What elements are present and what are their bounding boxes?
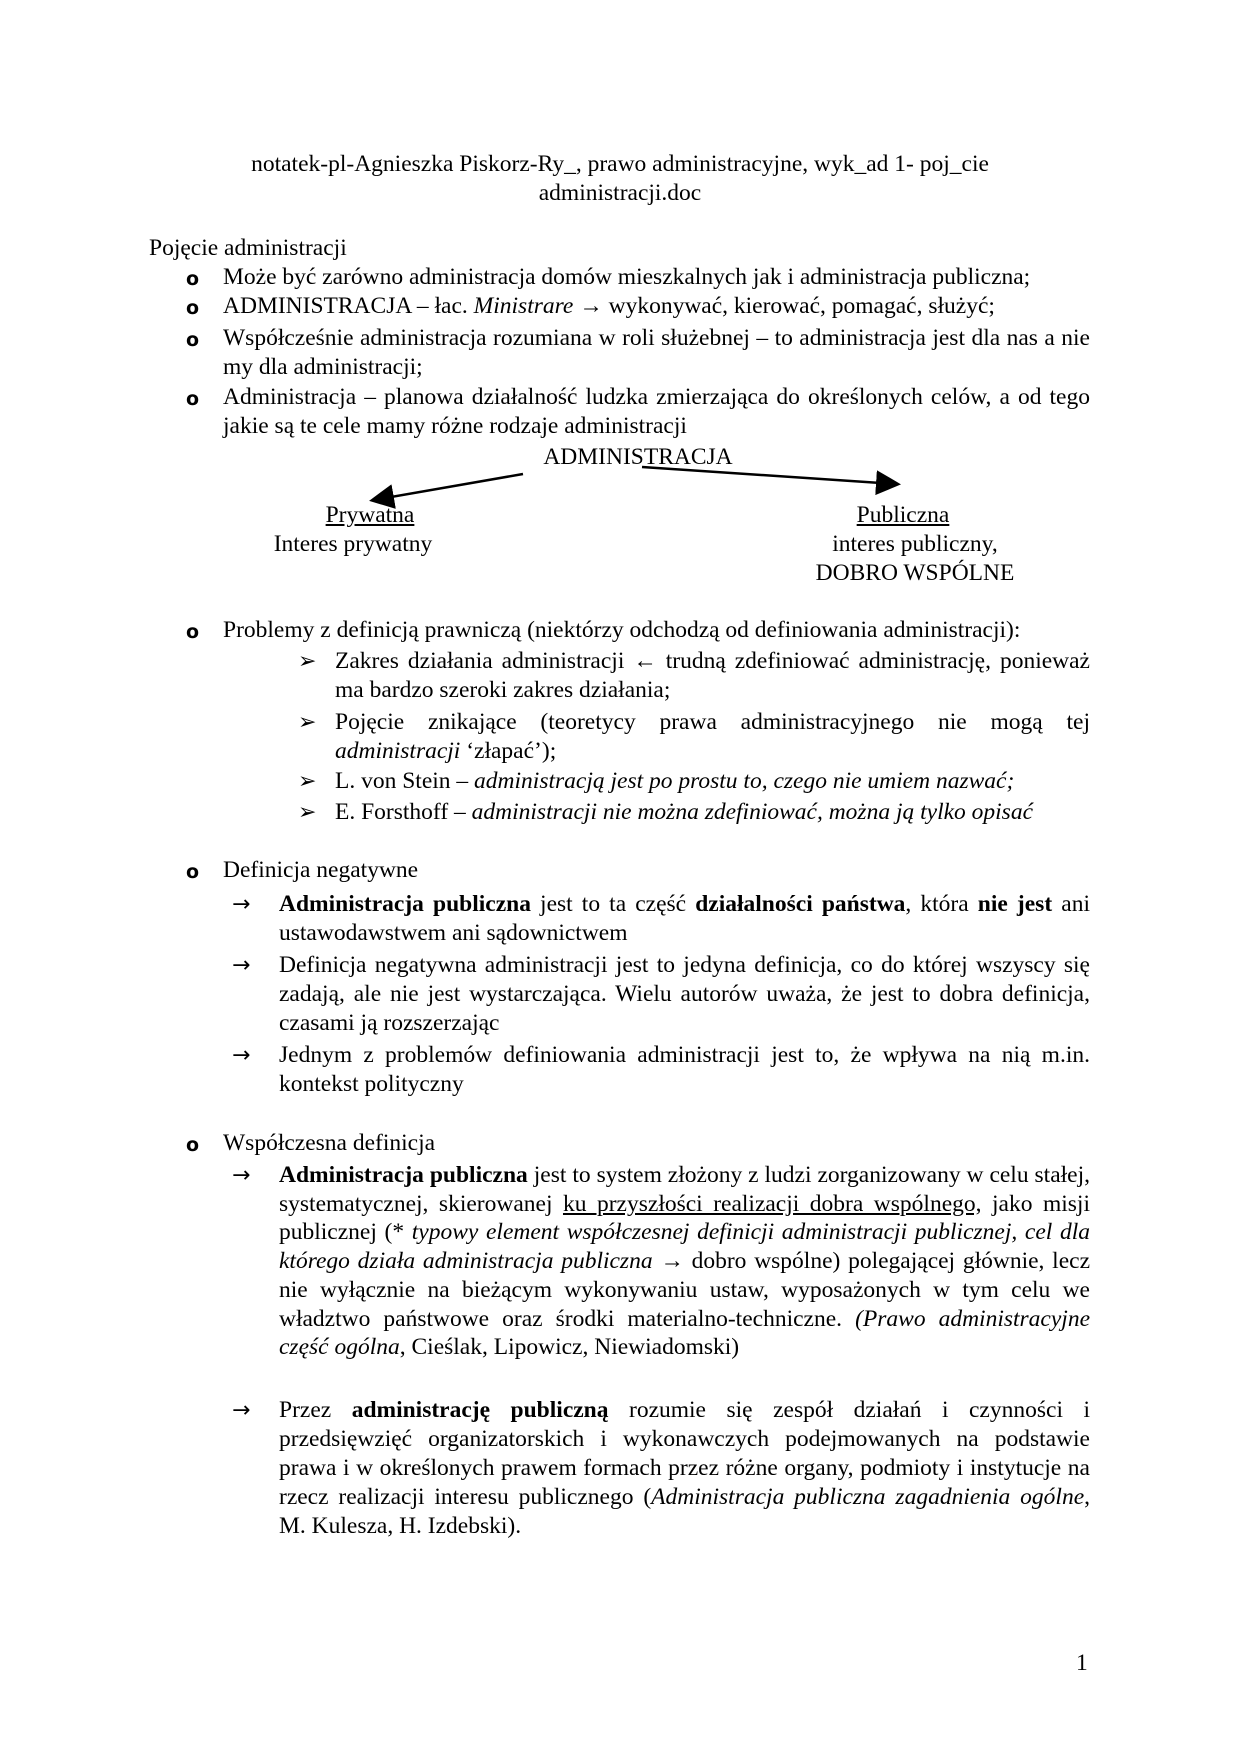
text: → wykonywać, kierować, pomagać, służyć;	[573, 293, 995, 319]
text: , M. Kulesza, H. Izdebski).	[279, 1484, 1090, 1539]
modern-label: Współczesna definicja	[223, 1130, 436, 1156]
arrow-bullet-icon: →	[232, 953, 251, 978]
italic-text: administracją jest po prostu to, czego nie umiem nazwać;	[474, 768, 1015, 794]
arrow-bullet-icon: →	[232, 1163, 251, 1188]
diagram-right-title: Publiczna	[856, 502, 950, 528]
circle-bullet-icon: o	[186, 329, 200, 351]
list-item	[279, 951, 1090, 1038]
text: E. Forsthoff –	[335, 799, 472, 825]
text: Współcześnie administracja rozumiana w roli służebnej – to administracja jest dla nas a nie my dla administracji;	[223, 325, 1090, 380]
bold-text: działalności państwa	[695, 891, 906, 917]
bold-text: Administracja publiczna	[279, 1162, 528, 1188]
bold-text: nie jest	[977, 891, 1053, 917]
negative-label: Definicja negatywne	[223, 857, 419, 883]
italic-text: Administracja publiczna zagadnienia ogólne	[651, 1484, 1085, 1510]
diagram-root: ADMINISTRACJA	[543, 444, 733, 470]
circle-bullet-icon: o	[186, 1134, 200, 1156]
list-item	[335, 647, 1090, 705]
list-item	[279, 890, 1090, 948]
arrow-bullet-icon: →	[232, 1043, 251, 1068]
text: , Cieślak, Lipowicz, Niewiadomski)	[399, 1334, 740, 1361]
text: Może być zarówno administracja domów mieszkalnych jak i administracja publiczna;	[223, 264, 1031, 290]
text: jest to ta część	[530, 891, 696, 917]
text: jest to system złożony z ludzi zorganizowany w celu stałej, systematycznej, skierowanej	[279, 1162, 1091, 1217]
text: Definicja negatywna administracji jest to jedyna definicja, co do której wszyscy się zadają, ale nie jest wystarczająca. Wielu autorów uważa, że jest to dobra definicja, czasami ją rozszerzając	[279, 952, 1090, 1036]
text: ani ustawodawstwem ani sądownictwem	[279, 891, 1090, 946]
section-heading: Pojęcie administracji	[149, 235, 347, 261]
bold-text: administrację publiczną	[351, 1397, 609, 1423]
diagram-right-desc-1: interes publiczny,	[832, 531, 998, 557]
list-item	[335, 767, 1090, 796]
text: Pojęcie znikające (teoretycy prawa administracyjnego nie mogą tej	[335, 709, 1090, 735]
title-line-1: notatek-pl-Agnieszka Piskorz-Ry_, prawo administracyjne, wyk_ad 1- poj_cie	[251, 151, 989, 177]
italic-text: administracji	[335, 738, 461, 764]
diagram-left-desc: Interes prywatny	[273, 531, 433, 557]
title-line-2: administracji.doc	[538, 180, 702, 206]
diagram-left	[220, 501, 520, 559]
text: rozumie się zespół działań i czynności i przedsięwzięć organizatorskich i wykonawczych podejmowanych na podstawie prawa i w określonych prawem formach przez różne organy, podmioty i instytucje na rzecz realizacji interesu publicznego (	[279, 1397, 1090, 1510]
arrow-left	[374, 474, 523, 500]
arrow-bullet-icon: →	[232, 1398, 251, 1423]
arrowhead-bullet-icon: ➢	[298, 649, 317, 674]
diagram-right-desc-2: DOBRO WSPÓLNE	[815, 560, 1015, 586]
bold-text: Administracja publiczna	[279, 891, 531, 917]
text: Przez	[279, 1397, 352, 1423]
arrowhead-bullet-icon: ➢	[298, 769, 317, 794]
arrow-bullet-icon: →	[232, 892, 251, 917]
text: , która	[905, 891, 978, 917]
circle-bullet-icon: o	[186, 297, 200, 319]
underlined-text: ku przyszłości realizacji dobra wspólnego,	[562, 1190, 982, 1217]
list-item	[335, 708, 1090, 766]
text: ‘złapać’);	[460, 738, 557, 764]
text: jako misji publicznej (*	[279, 1190, 1090, 1246]
text: → dobro wspólne) polegającej głównie, lecz nie wyłącznie na bieżącym wykonywaniu ustaw, wyposażonych w tym celu we władztwo państwowe oraz środki materialno-techniczne.	[279, 1248, 1091, 1332]
circle-bullet-icon: o	[186, 621, 200, 643]
arrowhead-bullet-icon: ➢	[298, 800, 317, 825]
problems-label: Problemy z definicją prawniczą (niektórzy odchodzą od definiowania administracji):	[223, 617, 1021, 643]
circle-bullet-icon: o	[186, 388, 200, 410]
list-item	[279, 1041, 1090, 1099]
list-item	[279, 1161, 1090, 1362]
list-item	[335, 798, 1090, 827]
text: ADMINISTRACJA – łac.	[223, 293, 474, 319]
italic-text: typowy element współczesnej definicji administracji publicznej, cel dla którego działa administracja publiczna	[279, 1219, 1090, 1275]
italic-text: Ministrare	[473, 293, 574, 319]
circle-bullet-icon: o	[186, 268, 200, 290]
circle-bullet-icon: o	[186, 861, 200, 883]
page-number: 1	[1076, 1650, 1088, 1676]
arrowhead-bullet-icon: ➢	[298, 710, 317, 735]
text: Zakres działania administracji ← trudną zdefiniować administrację, ponieważ ma bardzo szeroki zakres działania;	[335, 648, 1090, 703]
text: L. von Stein –	[335, 768, 475, 794]
arrow-right	[642, 467, 896, 484]
list-item	[279, 1396, 1090, 1541]
diagram-right	[755, 501, 1055, 588]
text: Jednym z problemów definiowania administracji jest to, że wpływa na nią m.in. kontekst polityczny	[279, 1042, 1090, 1097]
italic-text: administracji nie można zdefiniować, można ją tylko opisać	[471, 799, 1034, 825]
diagram-left-title: Prywatna	[325, 502, 415, 528]
text: Administracja – planowa działalność ludzka zmierzająca do określonych celów, a od tego jakie są te cele mamy różne rodzaje administracji	[223, 384, 1090, 439]
italic-text: (Prawo administracyjne część ogólna	[279, 1305, 1091, 1361]
